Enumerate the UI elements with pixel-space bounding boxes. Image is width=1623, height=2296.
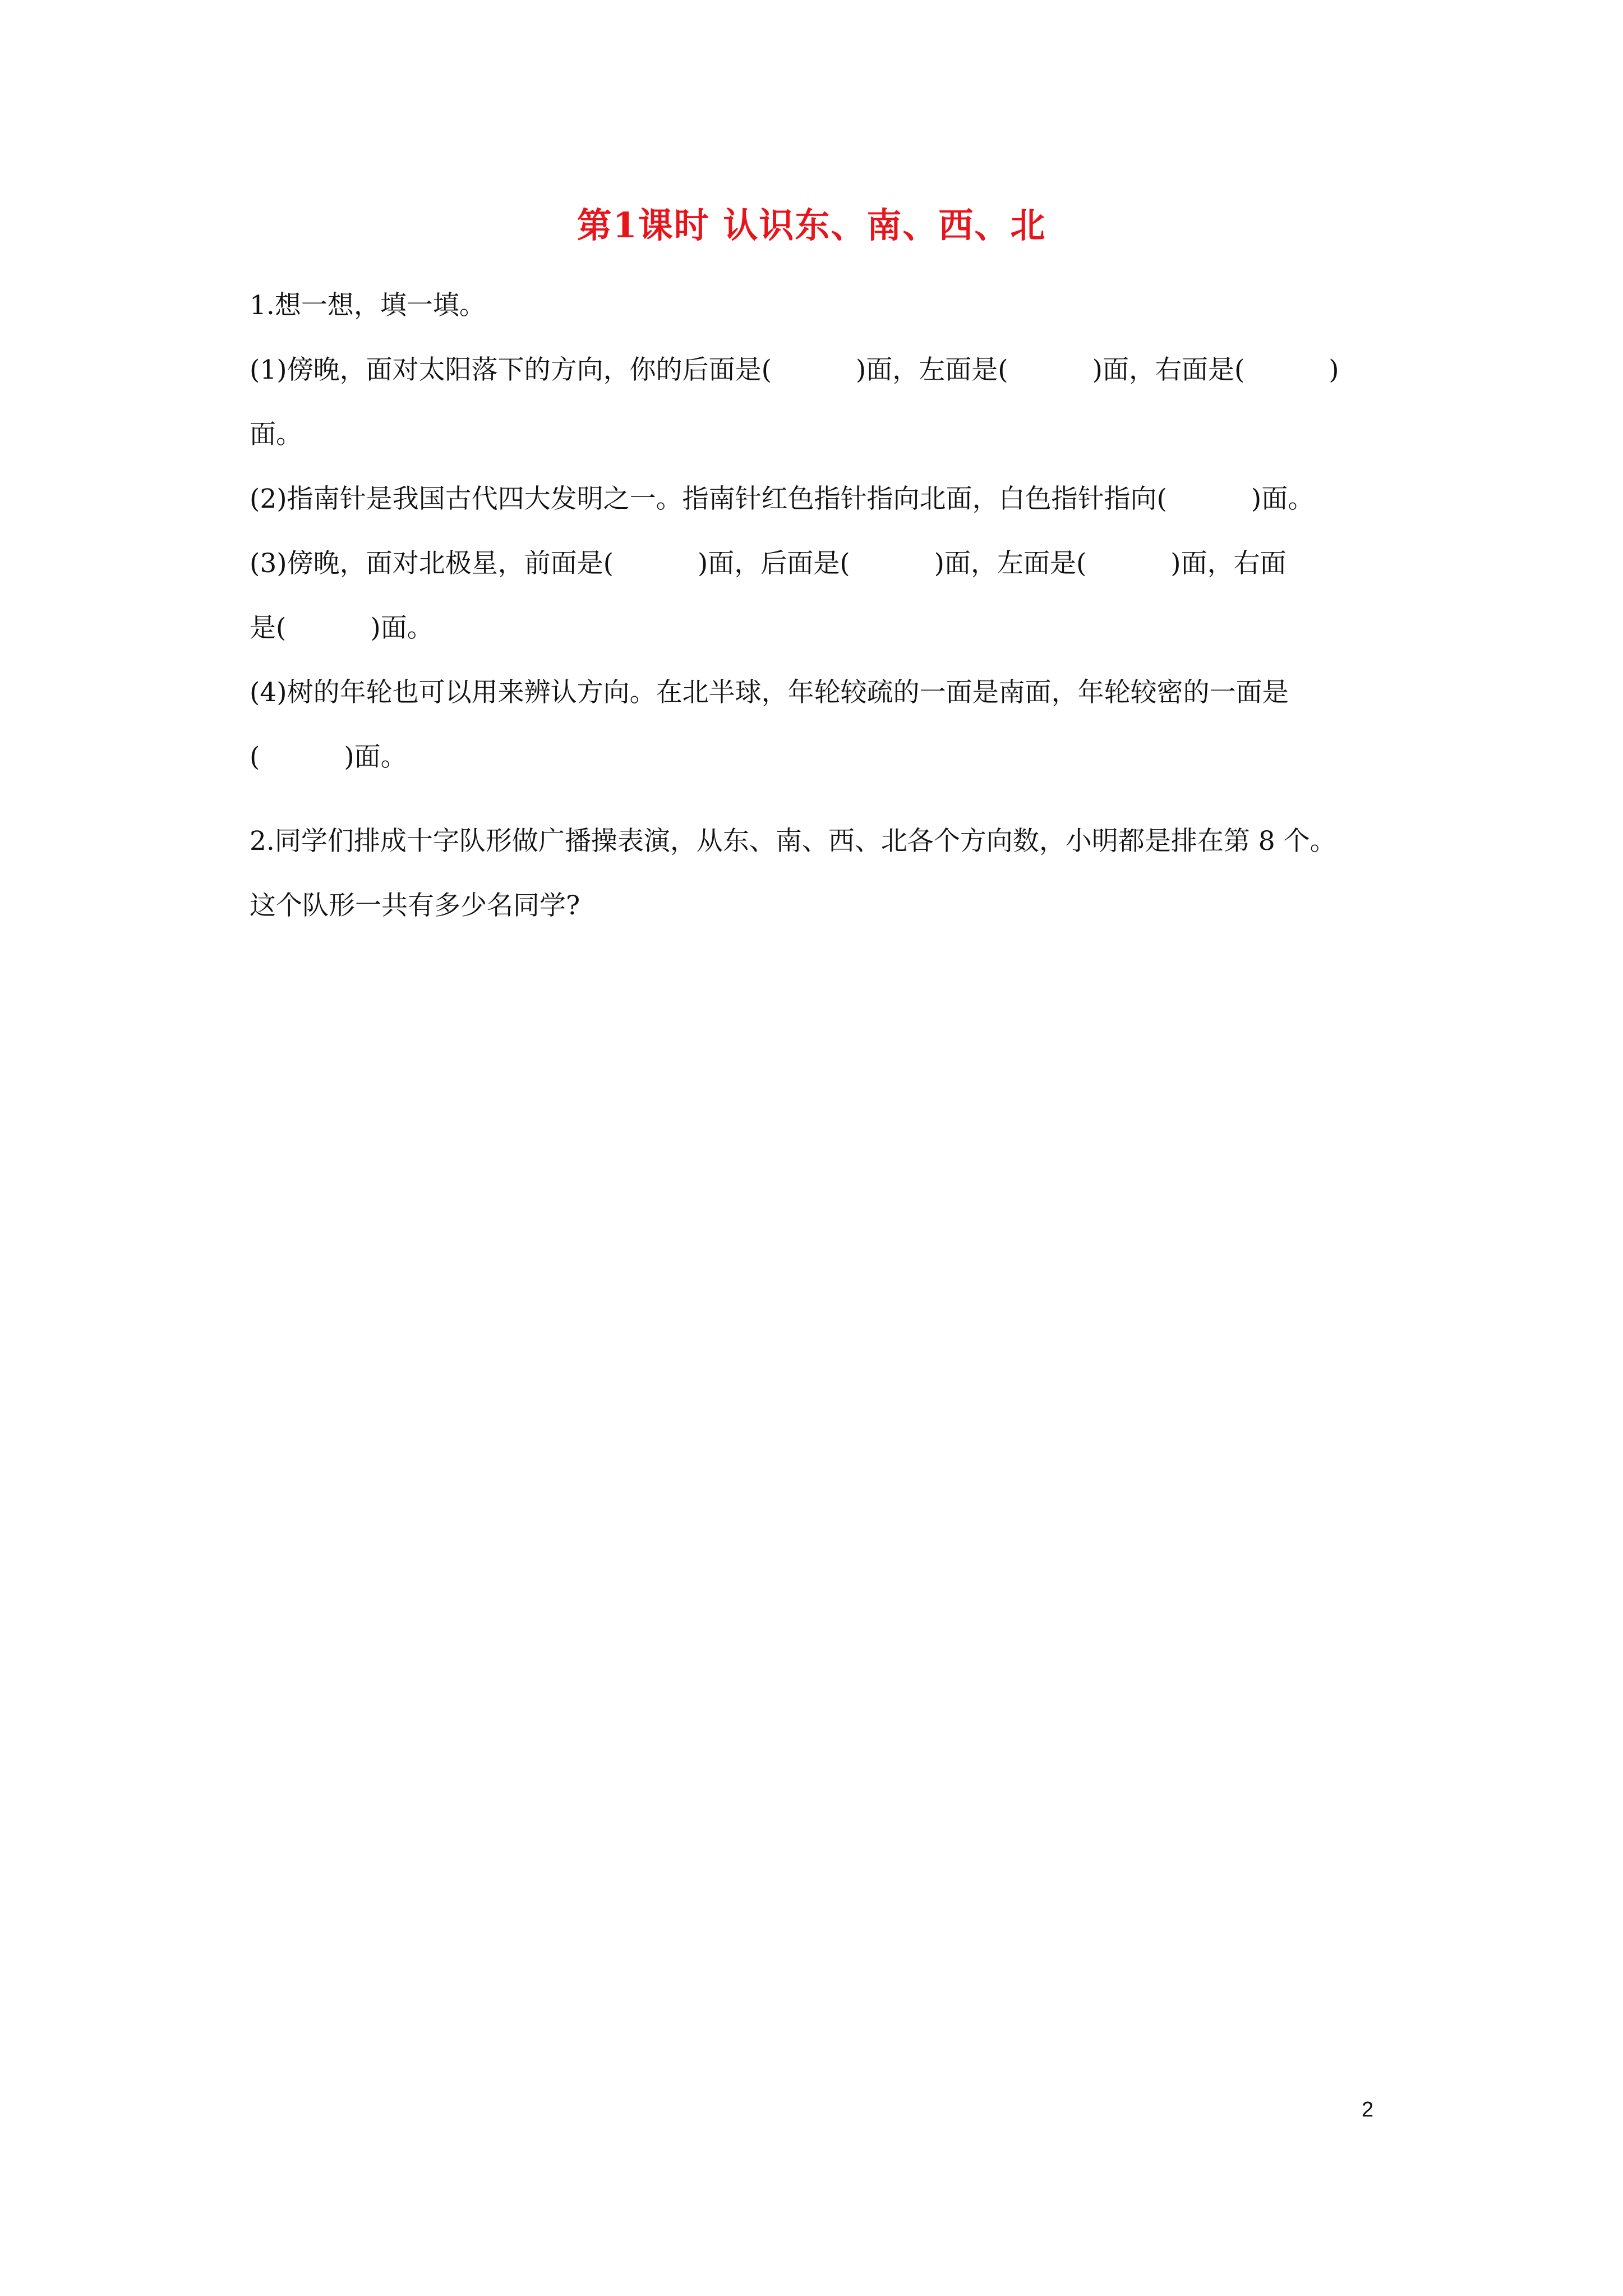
q1-item-1-line-2 — [250, 418, 1444, 452]
q2-line-2: 这个队形一共有多少名同学? — [250, 890, 580, 921]
q1-item-4-line-1 — [250, 676, 1444, 710]
q1-item-3-text-b: )面，后面是( — [697, 548, 850, 579]
q1-item-1-text-a: (1)傍晚，面对太阳落下的方向，你的后面是( — [250, 355, 772, 385]
q1-item-4-text-a: (4)树的年轮也可以用来辨认方向。在北半球，年轮较疏的一面是南面，年轮较密的一面是 — [250, 677, 1289, 708]
q1-item-1-text-e: 面。 — [250, 419, 302, 450]
q1-item-3-line-2 — [250, 611, 1444, 645]
worksheet-content — [250, 289, 1444, 954]
q1-item-1-text-d: ) — [1329, 355, 1339, 385]
q1-item-1-text-c: )面，右面是( — [1092, 355, 1245, 385]
q1-item-3-text-a: (3)傍晚，面对北极星，前面是( — [250, 548, 614, 579]
q1-item-3-line-1 — [250, 547, 1444, 581]
q1-item-3-text-c: )面，左面是( — [934, 548, 1087, 579]
q1-item-1-line-1 — [250, 353, 1444, 387]
q1-item-2-text-a: (2)指南针是我国古代四大发明之一。指南针红色指针指向北面，白色指针指向( — [250, 484, 1167, 514]
q1-item-4-line-2 — [250, 740, 1444, 774]
q1-heading: 1.想一想，填一填。 — [250, 290, 486, 321]
page-title: 第1课时 认识东、南、西、北 — [577, 205, 1046, 246]
q1-item-3-text-d: )面，右面 — [1170, 548, 1287, 579]
q1-item-3-text-e: 是( — [250, 613, 287, 643]
page-number: 2 — [1362, 2098, 1374, 2122]
q1-item-4-text-c: )面。 — [344, 742, 407, 772]
q1-item-1-text-b: )面，左面是( — [855, 355, 1008, 385]
q1-item-2-line-1 — [250, 482, 1444, 516]
q1-item-3-text-f: )面。 — [370, 613, 434, 643]
q2-line-1: 2.同学们排成十字队形做广播操表演，从东、南、西、北各个方向数，小明都是排在第 8 个。 — [250, 826, 1336, 857]
q1-item-2-text-b: )面。 — [1251, 484, 1315, 514]
q1-item-4-text-b: ( — [250, 742, 260, 772]
